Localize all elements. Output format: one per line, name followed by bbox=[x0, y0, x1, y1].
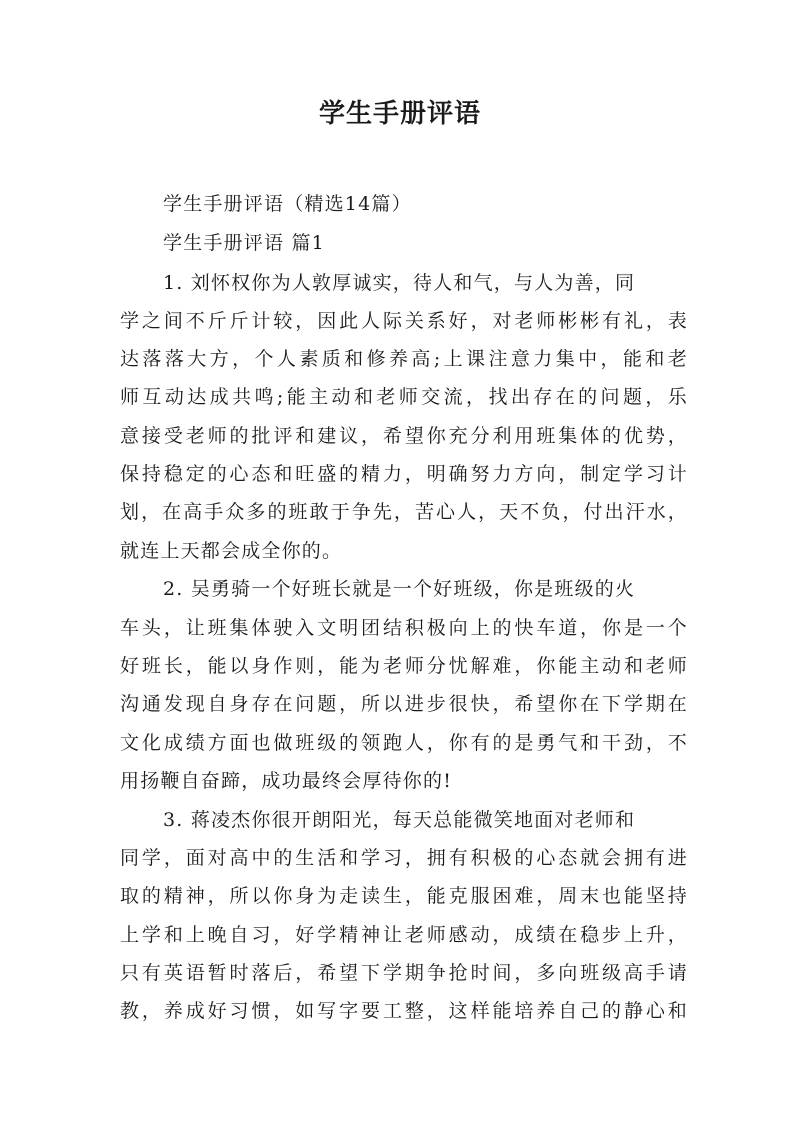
paragraph-line: 上学和上晚自习，好学精神让老师感动，成绩在稳步上升， bbox=[120, 924, 688, 946]
intro-line: 学生手册评语（精选14篇） bbox=[163, 193, 412, 215]
paragraph-line: 师互动达成共鸣;能主动和老师交流，找出存在的问题，乐 bbox=[120, 386, 688, 408]
section-heading: 学生手册评语 篇1 bbox=[163, 232, 325, 254]
paragraph-line: 1. 刘怀权你为人敦厚诚实，待人和气，与人为善，同 bbox=[163, 272, 636, 294]
paragraph-line: 划，在高手众多的班敢于争先，苦心人，天不负，付出汗水， bbox=[120, 501, 688, 523]
paragraph-line: 达落落大方，个人素质和修养高;上课注意力集中，能和老 bbox=[120, 348, 688, 370]
paragraph-line: 就连上天都会成全你的。 bbox=[120, 540, 343, 562]
paragraph-line: 取的精神，所以你身为走读生，能克服困难，周末也能坚持 bbox=[120, 885, 688, 907]
document-title: 学生手册评语 bbox=[318, 99, 481, 129]
paragraph-line: 3. 蒋凌杰你很开朗阳光，每天总能微笑地面对老师和 bbox=[163, 809, 636, 831]
paragraph-line: 车头，让班集体驶入文明团结积极向上的快车道，你是一个 bbox=[120, 617, 688, 639]
paragraph-line: 文化成绩方面也做班级的领跑人，你有的是勇气和干劲，不 bbox=[120, 732, 688, 754]
paragraph-line: 沟通发现自身存在问题，所以进步很快，希望你在下学期在 bbox=[120, 693, 688, 715]
paragraph-line: 学之间不斤斤计较，因此人际关系好，对老师彬彬有礼，表 bbox=[120, 310, 688, 332]
paragraph-line: 保持稳定的心态和旺盛的精力，明确努力方向，制定学习计 bbox=[120, 463, 688, 485]
paragraph-line: 2. 吴勇骑一个好班长就是一个好班级，你是班级的火 bbox=[163, 578, 636, 600]
paragraph-line: 只有英语暂时落后，希望下学期争抢时间，多向班级高手请 bbox=[120, 962, 688, 984]
paragraph-line: 意接受老师的批评和建议，希望你充分利用班集体的优势， bbox=[120, 425, 688, 447]
paragraph-line: 同学，面对高中的生活和学习，拥有积极的心态就会拥有进 bbox=[120, 847, 688, 869]
paragraph-line: 用扬鞭自奋蹄，成功最终会厚待你的! bbox=[120, 770, 453, 792]
paragraph-line: 好班长，能以身作则，能为老师分忧解难，你能主动和老师 bbox=[120, 655, 688, 677]
paragraph-line: 教，养成好习惯，如写字要工整，这样能培养自己的静心和 bbox=[120, 1000, 688, 1022]
